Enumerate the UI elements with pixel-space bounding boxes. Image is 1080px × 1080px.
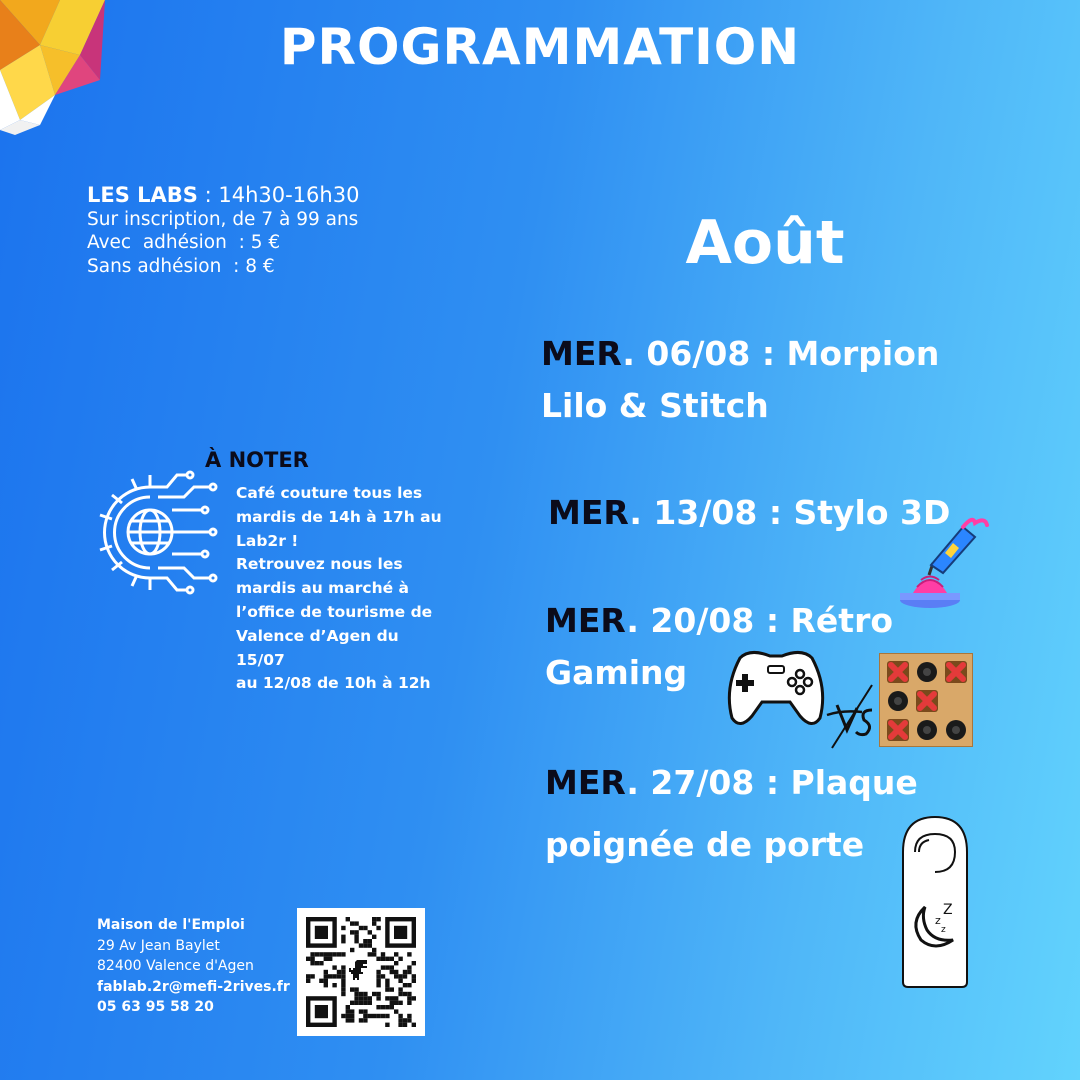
labs-registration: Sur inscription, de 7 à 99 ans: [87, 209, 359, 231]
labs-heading: LES LABS: [87, 183, 198, 207]
versus-icon: [822, 680, 882, 750]
note-line: au 12/08 de 10h à 12h: [236, 674, 431, 693]
svg-text:z: z: [935, 914, 941, 927]
event-title: . 20/08 : Rétro: [626, 601, 894, 640]
qr-code-graphic: [297, 908, 425, 1036]
note-line: l’office de tourisme de: [236, 602, 433, 621]
event-day: MER: [541, 334, 623, 373]
event-title: . 13/08 : Stylo 3D: [629, 493, 951, 532]
note-title: À NOTER: [205, 448, 309, 472]
note-line: mardis au marché à: [236, 579, 410, 598]
labs-info: [87, 182, 359, 278]
note-line: Retrouvez nous les: [236, 555, 403, 574]
tic-tac-toe-board-icon: [879, 653, 973, 747]
event-day: MER: [545, 763, 627, 802]
contact-name: Maison de l'Emploi: [97, 917, 245, 933]
month-heading: Août: [685, 208, 845, 278]
svg-text:z: z: [941, 925, 946, 935]
labs-hours: : 14h30-16h30: [197, 183, 360, 207]
event-title-line2: Lilo & Stitch: [541, 386, 769, 425]
page-title: PROGRAMMATION: [279, 18, 801, 76]
event-item: [545, 757, 918, 871]
event-title-line2: Gaming: [545, 653, 688, 692]
labs-price-member: Avec adhésion : 5 €: [87, 232, 281, 254]
note-line: mardis de 14h à 17h au: [236, 507, 442, 526]
door-hanger-sleep-icon: [895, 812, 975, 992]
dinosaur-icon: [349, 960, 367, 980]
event-day: MER: [545, 601, 627, 640]
event-day: MER: [548, 493, 630, 532]
contact-street: 29 Av Jean Baylet: [97, 937, 220, 954]
note-text: [236, 482, 446, 696]
svg-text:Z: Z: [943, 902, 953, 918]
contact-city: 82400 Valence d'Agen: [97, 958, 254, 974]
event-item: [541, 328, 939, 432]
event-title-line2: poignée de porte: [545, 825, 865, 864]
labs-price-nonmember: Sans adhésion : 8 €: [87, 255, 275, 277]
contact-info: [97, 915, 290, 1018]
contact-email[interactable]: fablab.2r@mefi-2rives.fr: [97, 978, 290, 995]
event-item: [548, 487, 950, 539]
event-title: . 06/08 : Morpion: [622, 334, 940, 373]
qr-code-icon[interactable]: [297, 908, 425, 1036]
note-line: Café couture tous les: [236, 484, 423, 502]
event-title: . 27/08 : Plaque: [626, 763, 918, 802]
3d-pen-icon: [895, 505, 995, 610]
gamepad-icon: [720, 638, 832, 733]
note-line: Valence d’Agen du 15/07: [236, 626, 399, 669]
contact-phone[interactable]: 05 63 95 58 20: [97, 999, 214, 1015]
note-line: Lab2r !: [236, 531, 299, 550]
gear-globe-circuit-icon: [92, 465, 222, 600]
